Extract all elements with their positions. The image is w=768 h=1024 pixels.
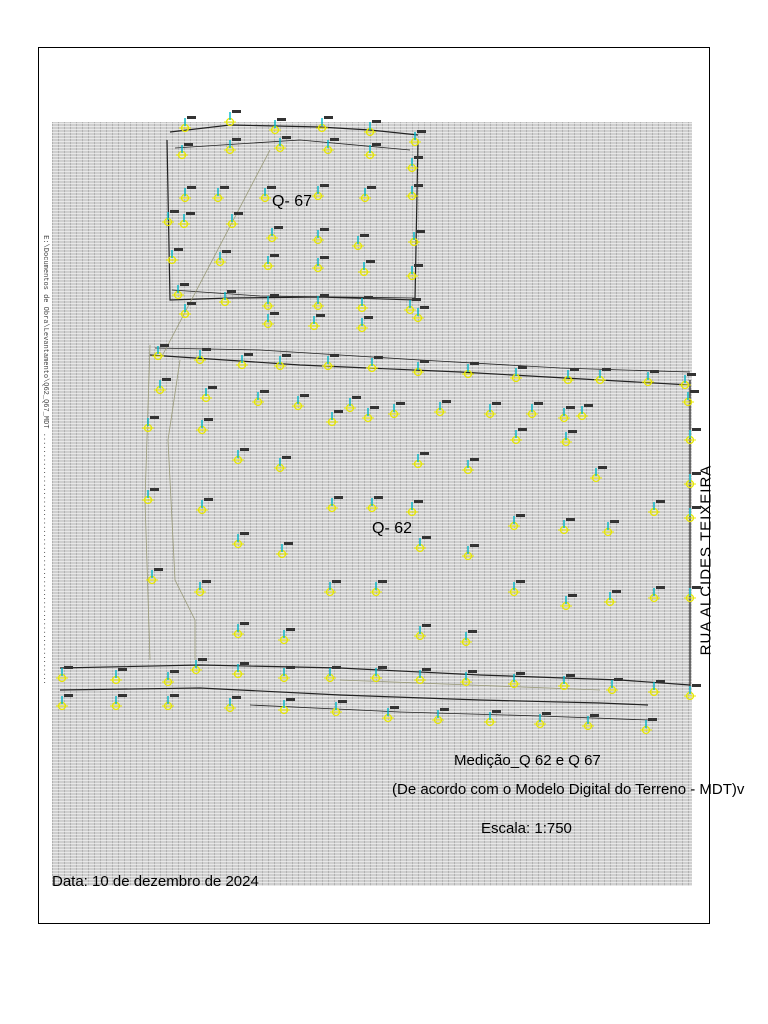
survey-point bbox=[366, 356, 383, 372]
survey-point bbox=[460, 630, 477, 646]
survey-point bbox=[142, 488, 159, 504]
survey-point bbox=[179, 186, 196, 202]
title-line-2: (De acordo com o Modelo Digital do Terreno - MDT)v bbox=[392, 781, 745, 798]
survey-point bbox=[510, 428, 527, 444]
survey-point bbox=[582, 714, 599, 730]
survey-point bbox=[226, 212, 243, 228]
survey-point bbox=[322, 138, 339, 154]
survey-point bbox=[152, 344, 169, 360]
survey-point bbox=[200, 386, 217, 402]
survey-point bbox=[324, 580, 341, 596]
file-path-margin-text: E:\Documentos de Obra\Levantamento\Q62_Q67_MDT ............................................................ bbox=[41, 235, 49, 685]
boundary-line bbox=[172, 290, 415, 298]
survey-point bbox=[414, 624, 431, 640]
street-label: RUA ALCIDES TEIXEIRA bbox=[697, 464, 715, 656]
survey-point bbox=[278, 666, 295, 682]
survey-point bbox=[406, 500, 423, 516]
survey-point bbox=[462, 458, 479, 474]
survey-point bbox=[364, 143, 381, 159]
survey-point bbox=[142, 416, 159, 432]
survey-point bbox=[640, 718, 657, 734]
survey-point bbox=[162, 694, 179, 710]
survey-point bbox=[359, 186, 376, 202]
survey-point bbox=[262, 312, 279, 328]
survey-point bbox=[179, 302, 196, 318]
survey-point bbox=[508, 672, 525, 688]
survey-point bbox=[370, 666, 387, 682]
survey-point bbox=[324, 666, 341, 682]
survey-point bbox=[366, 496, 383, 512]
survey-point bbox=[406, 156, 423, 172]
survey-point bbox=[510, 366, 527, 382]
date-label: Data: 10 de dezembro de 2024 bbox=[52, 873, 259, 890]
survey-point bbox=[276, 542, 293, 558]
survey-point bbox=[224, 696, 241, 712]
survey-point bbox=[508, 514, 525, 530]
survey-point bbox=[462, 544, 479, 560]
survey-points bbox=[56, 110, 701, 734]
survey-point bbox=[526, 402, 543, 418]
survey-point bbox=[194, 348, 211, 364]
survey-point bbox=[356, 316, 373, 332]
survey-point bbox=[679, 373, 696, 389]
survey-point bbox=[316, 116, 333, 132]
survey-point bbox=[602, 520, 619, 536]
block-label-q67: Q- 67 bbox=[272, 193, 313, 210]
survey-point bbox=[462, 362, 479, 378]
survey-point bbox=[110, 668, 127, 684]
survey-point bbox=[278, 628, 295, 644]
survey-point bbox=[434, 400, 451, 416]
survey-point bbox=[274, 354, 291, 370]
boundary-line bbox=[60, 688, 648, 705]
title-line-1: Medição_Q 62 e Q 67 bbox=[454, 752, 601, 769]
survey-point bbox=[388, 402, 405, 418]
survey-point bbox=[358, 260, 375, 276]
survey-point bbox=[412, 306, 429, 322]
survey-point bbox=[278, 698, 295, 714]
survey-point bbox=[432, 708, 449, 724]
survey-point bbox=[560, 430, 577, 446]
survey-point bbox=[648, 500, 665, 516]
survey-point bbox=[194, 580, 211, 596]
block-label-q62: Q- 62 bbox=[372, 520, 413, 537]
boundary-line bbox=[168, 360, 195, 660]
survey-point bbox=[412, 452, 429, 468]
survey-point bbox=[162, 670, 179, 686]
survey-point bbox=[308, 314, 325, 330]
survey-point bbox=[56, 666, 73, 682]
survey-point bbox=[146, 568, 163, 584]
survey-point bbox=[266, 226, 283, 242]
survey-point bbox=[562, 368, 579, 384]
survey-point bbox=[406, 184, 423, 200]
boundary-line bbox=[160, 150, 270, 360]
survey-point bbox=[594, 368, 611, 384]
survey-point bbox=[352, 234, 369, 250]
survey-point bbox=[576, 404, 593, 420]
survey-point bbox=[162, 210, 179, 226]
survey-point bbox=[560, 594, 577, 610]
survey-point bbox=[558, 518, 575, 534]
survey-point bbox=[484, 402, 501, 418]
survey-point bbox=[508, 580, 525, 596]
survey-point bbox=[232, 622, 249, 638]
survey-point bbox=[382, 706, 399, 722]
survey-point bbox=[154, 378, 171, 394]
survey-point bbox=[534, 712, 551, 728]
survey-point bbox=[274, 456, 291, 472]
survey-point bbox=[558, 674, 575, 690]
survey-point bbox=[178, 212, 195, 228]
survey-point bbox=[274, 136, 291, 152]
survey-point bbox=[370, 580, 387, 596]
survey-point bbox=[110, 694, 127, 710]
boundary-line bbox=[167, 140, 418, 300]
survey-point bbox=[606, 678, 623, 694]
survey-point bbox=[212, 186, 229, 202]
survey-point bbox=[224, 138, 241, 154]
survey-point bbox=[232, 532, 249, 548]
survey-point bbox=[196, 498, 213, 514]
boundary-line bbox=[170, 125, 418, 135]
survey-point bbox=[252, 390, 269, 406]
survey-point bbox=[414, 668, 431, 684]
survey-point bbox=[684, 684, 701, 700]
survey-point bbox=[292, 394, 309, 410]
survey-point bbox=[558, 406, 575, 422]
survey-point bbox=[196, 418, 213, 434]
survey-point bbox=[362, 406, 379, 422]
survey-point bbox=[312, 228, 329, 244]
survey-point bbox=[414, 536, 431, 552]
survey-point bbox=[224, 110, 241, 126]
faint-lines bbox=[145, 150, 600, 690]
survey-point bbox=[330, 700, 347, 716]
survey-point bbox=[648, 586, 665, 602]
survey-point bbox=[232, 448, 249, 464]
boundary-lines bbox=[60, 125, 690, 720]
survey-point bbox=[484, 710, 501, 726]
survey-point bbox=[684, 428, 701, 444]
survey-point bbox=[176, 143, 193, 159]
survey-point bbox=[590, 466, 607, 482]
survey-point bbox=[326, 496, 343, 512]
survey-point bbox=[412, 360, 429, 376]
survey-point bbox=[364, 120, 381, 136]
survey-point bbox=[604, 590, 621, 606]
survey-point bbox=[344, 396, 361, 412]
survey-point bbox=[326, 410, 343, 426]
survey-point bbox=[312, 256, 329, 272]
survey-point bbox=[312, 184, 329, 200]
survey-point bbox=[232, 662, 249, 678]
survey-point bbox=[56, 694, 73, 710]
survey-point bbox=[460, 670, 477, 686]
survey-point bbox=[406, 264, 423, 280]
scale-label: Escala: 1:750 bbox=[481, 820, 572, 837]
survey-point bbox=[262, 254, 279, 270]
